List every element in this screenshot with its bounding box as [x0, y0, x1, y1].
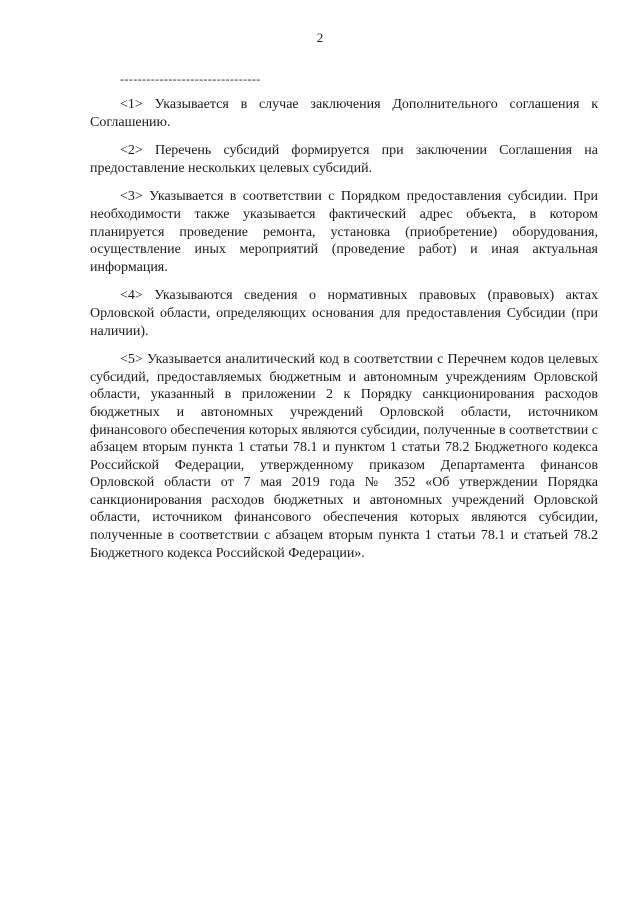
footnote-3: <3> Указывается в соответствии с Порядком предоставления субсидии. При необходимости также указывается фактический адрес объекта, в котором планируется проведение ремонта, установка (приобретение) оборудования, осуществление иных мероприятий (проведение работ) и иная актуальная информация. [90, 189, 598, 275]
footnote-1: <1> Указывается в случае заключения Дополнительного соглашения к Соглашению. [90, 97, 598, 130]
footnote-5: <5> Указывается аналитический код в соответствии с Перечнем кодов целевых субсидий, предоставляемых бюджетным и автономным учреждениям Орловской области, указанный в приложении 2 к Порядку санкционирования расходов бюджетных и автономных учреждений Орловской области, источником финансового обеспечения которых являются субсидии, полученные в соответствии с абзацем вторым пункта 1 статьи 78.1 и пунктом 1 статьи 78.2 Бюджетного кодекса Российской Федерации, утвержденному приказом Департамента финансов Орловской области от 7 мая 2019 года № 352 «Об утверждении Порядка санкционирования расходов бюджетных и автономных учреждений Орловской области, источником финансового обеспечения которых являются субсидии, полученные в соответствии с абзацем вторым пункта 1 статьи 78.1 и статьей 78.2 Бюджетного кодекса Российской Федерации». [90, 352, 598, 561]
footnotes-list [90, 96, 598, 573]
footnote-4: <4> Указываются сведения о нормативных правовых (правовых) актах Орловской области, определяющих основания для предоставления Субсидии (при наличии). [90, 288, 598, 339]
footnote-2: <2> Перечень субсидий формируется при заключении Соглашения на предоставление нескольких целевых субсидий. [90, 143, 598, 176]
page-number: 2 [316, 30, 324, 45]
footnote-separator: -------------------------------- [120, 72, 261, 86]
